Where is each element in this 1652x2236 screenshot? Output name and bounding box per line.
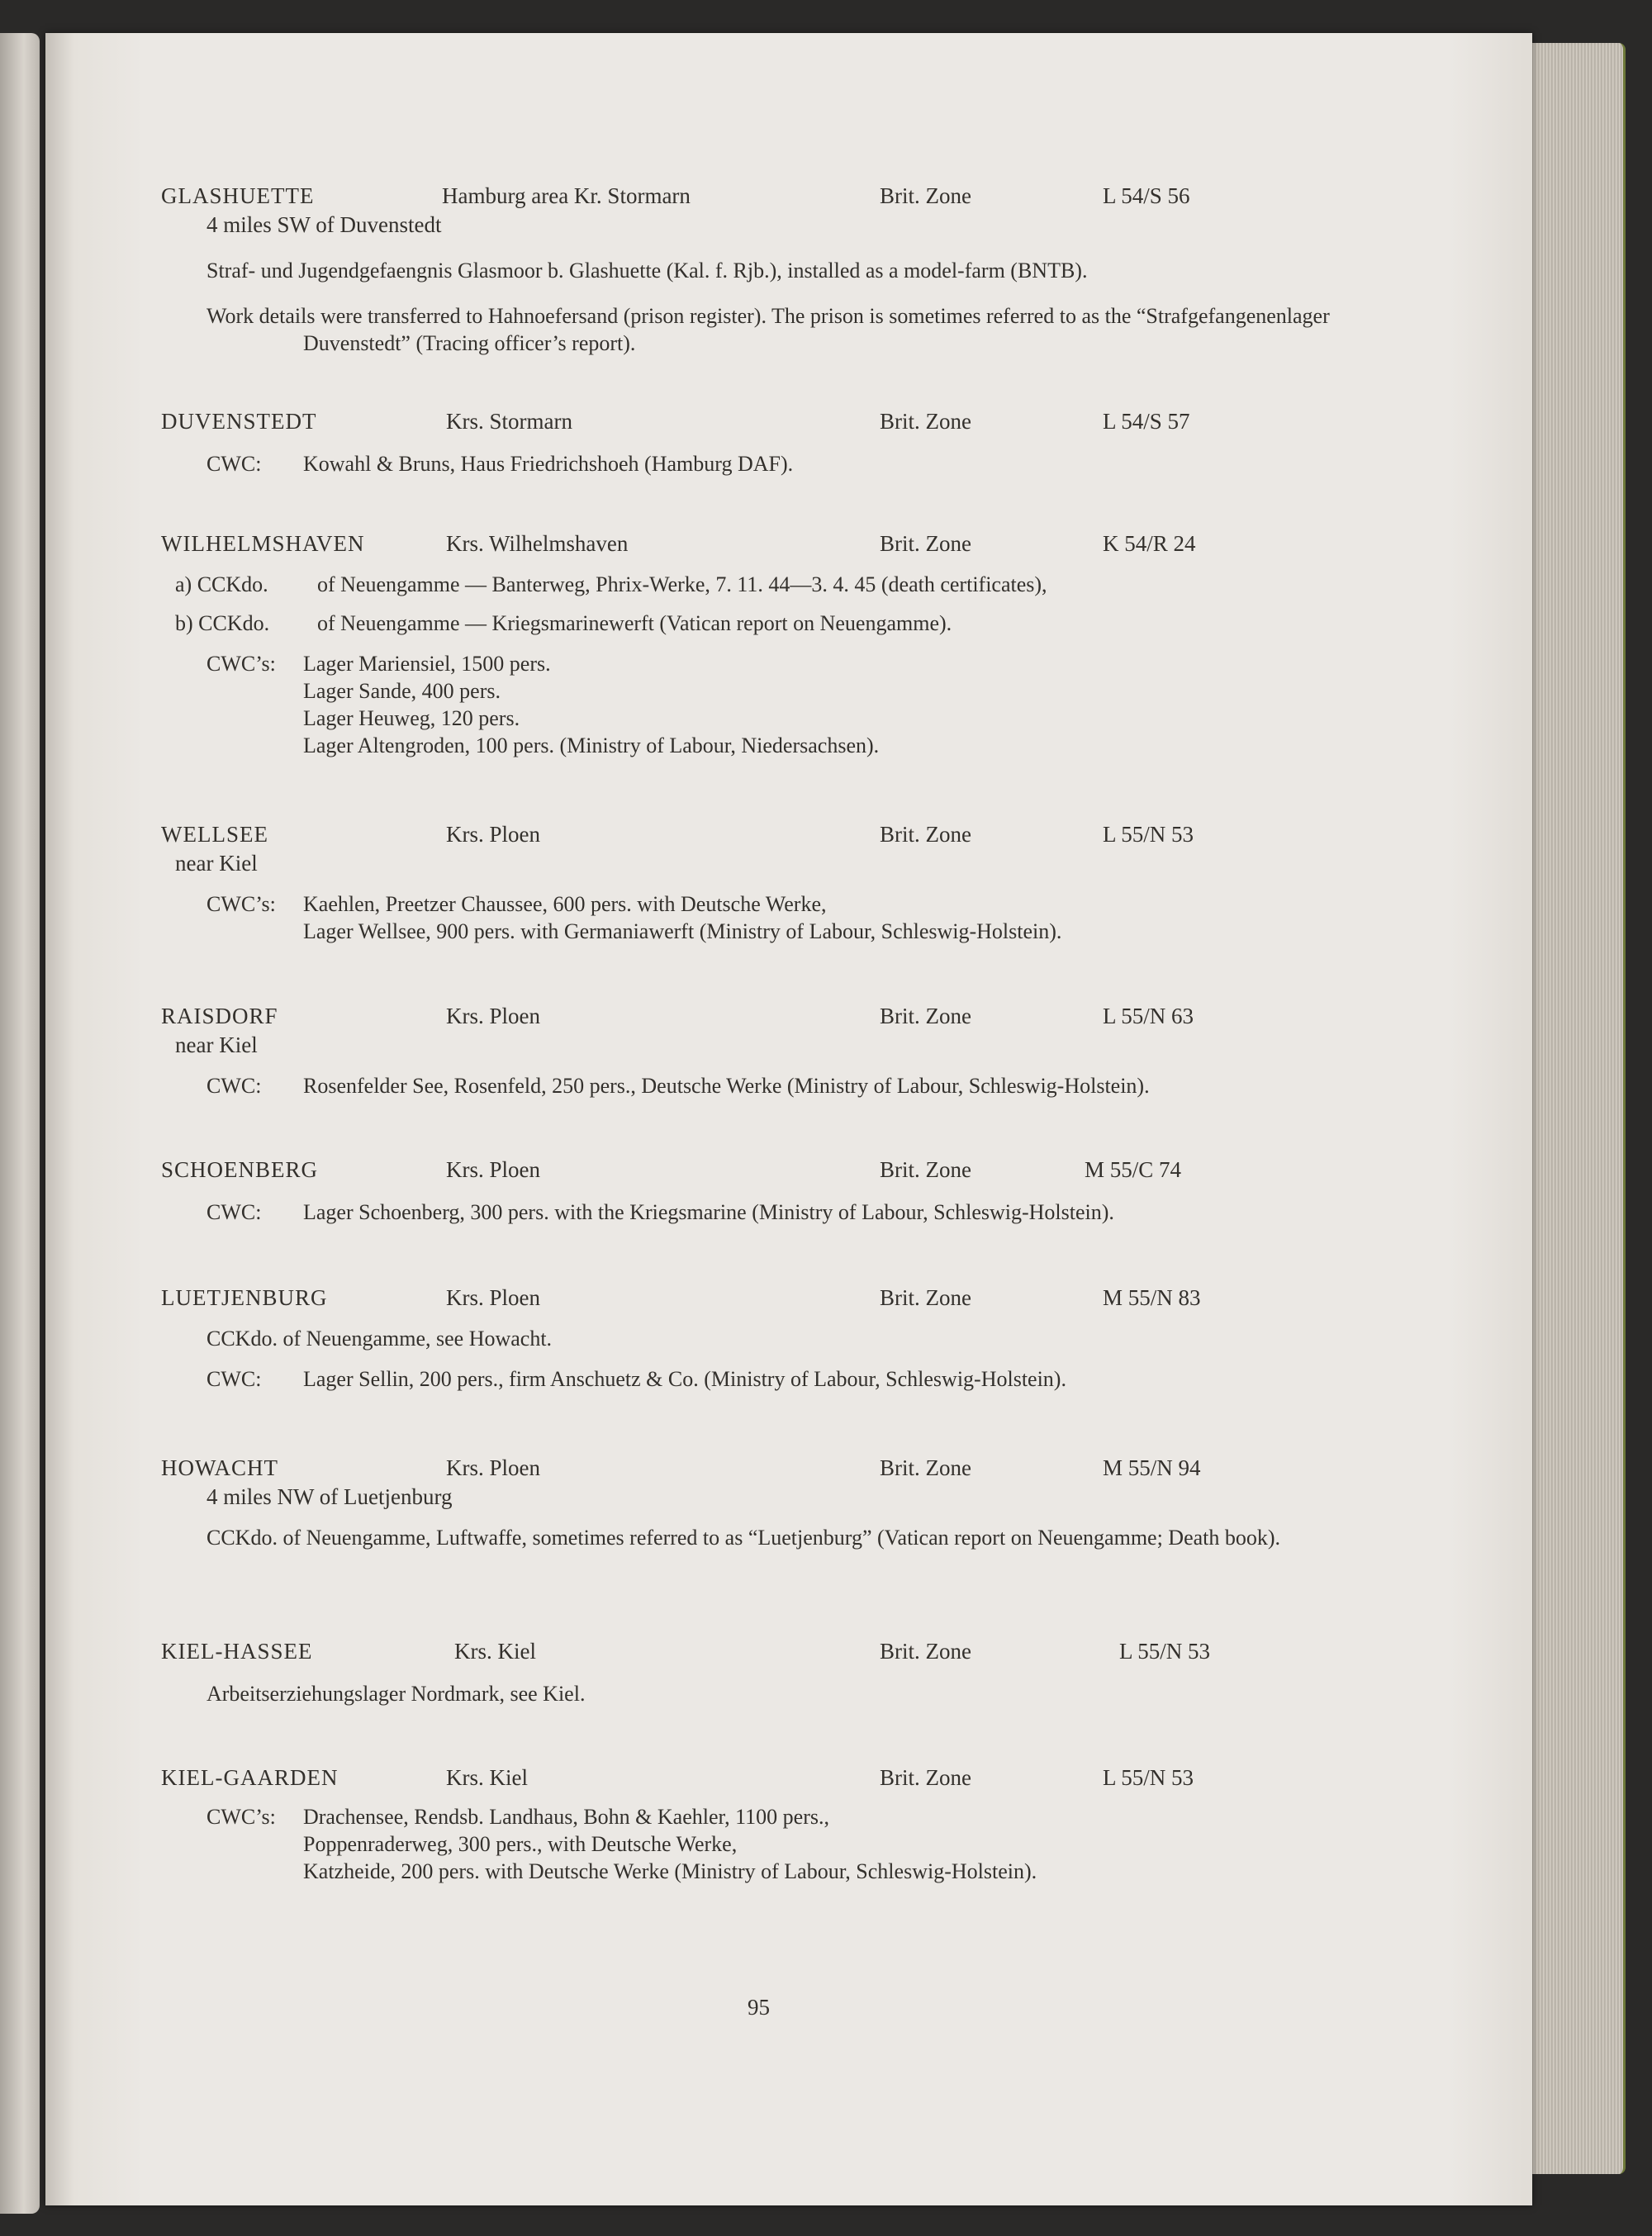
- entry-wellsee: [161, 822, 1367, 945]
- grid-reference: M 55/C 74: [1085, 1157, 1182, 1182]
- cwc-label: CWC’s:: [206, 1805, 276, 1829]
- place-name: KIEL-GAARDEN: [161, 1765, 339, 1790]
- grid-reference: L 55/N 53: [1119, 1639, 1210, 1664]
- grid-reference: L 55/N 63: [1103, 1004, 1194, 1028]
- zone: Brit. Zone: [880, 1285, 971, 1310]
- grid-reference: M 55/N 83: [1103, 1285, 1201, 1310]
- zone: Brit. Zone: [880, 1157, 971, 1182]
- cwc-line: Lager Schoenberg, 300 pers. with the Kriegsmarine (Ministry of Labour, Schleswig-Holstein).: [303, 1200, 1114, 1224]
- entry-kiel-gaarden: [161, 1765, 1367, 1885]
- place-name: KIEL-HASSEE: [161, 1639, 313, 1664]
- zone: Brit. Zone: [880, 1765, 971, 1790]
- cckdo-item: [161, 610, 1367, 637]
- grid-reference: M 55/N 94: [1103, 1455, 1201, 1480]
- place-name: WELLSEE: [161, 822, 268, 847]
- place-name: DUVENSTEDT: [161, 409, 317, 434]
- entry-header: [161, 1285, 1367, 1313]
- entry-header: [161, 1639, 1367, 1667]
- place-name: LUETJENBURG: [161, 1285, 328, 1310]
- cwc-line: Lager Sande, 400 pers.: [303, 679, 501, 703]
- cwc-label: CWC:: [206, 452, 262, 476]
- item-label: b) CCKdo.: [175, 611, 270, 635]
- cwc-label: CWC:: [206, 1367, 262, 1391]
- zone: Brit. Zone: [880, 1455, 971, 1480]
- grid-reference: L 54/S 56: [1103, 183, 1190, 208]
- entry-header: [161, 183, 1367, 211]
- entry-kiel-hassee: [161, 1639, 1367, 1707]
- entry-luetjenburg: [161, 1285, 1367, 1393]
- cwc-line: Lager Altengroden, 100 pers. (Ministry of Labour, Niedersachsen).: [303, 733, 880, 757]
- place-name: GLASHUETTE: [161, 183, 315, 208]
- description: Arbeitserziehungslager Nordmark, see Kiel.: [206, 1682, 586, 1706]
- zone: Brit. Zone: [880, 409, 971, 434]
- cwc-line: Kaehlen, Preetzer Chaussee, 600 pers. with Deutsche Werke,: [303, 892, 827, 916]
- entry-raisdorf: [161, 1004, 1367, 1099]
- entry-header: [161, 1004, 1367, 1032]
- cwc-line: Lager Mariensiel, 1500 pers.: [303, 652, 551, 676]
- cwc-line: Lager Sellin, 200 pers., firm Anschuetz & Co. (Ministry of Labour, Schleswig-Holstein).: [303, 1367, 1066, 1391]
- cwc-line: Rosenfelder See, Rosenfeld, 250 pers., Deutsche Werke (Ministry of Labour, Schleswig-Holstein).: [303, 1074, 1150, 1098]
- place-name: SCHOENBERG: [161, 1157, 319, 1182]
- grid-reference: L 55/N 53: [1103, 822, 1194, 847]
- grid-reference: L 55/N 53: [1103, 1765, 1194, 1790]
- description: CCKdo. of Neuengamme, Luftwaffe, sometimes referred to as “Luetjenburg” (Vatican report on Neuengamme; Death book).: [206, 1526, 1281, 1550]
- cwc-block: [161, 1803, 1367, 1885]
- district: Krs. Wilhelmshaven: [446, 531, 629, 556]
- place-name: RAISDORF: [161, 1004, 278, 1028]
- cwc-line: Katzheide, 200 pers. with Deutsche Werke (Ministry of Labour, Schleswig-Holstein).: [303, 1859, 1037, 1883]
- district: Krs. Ploen: [446, 1004, 540, 1028]
- zone: Brit. Zone: [880, 1004, 971, 1028]
- item-text: of Neuengamme — Banterweg, Phrix-Werke, 7. 11. 44—3. 4. 45 (death certificates),: [317, 572, 1047, 596]
- place-name: HOWACHT: [161, 1455, 278, 1480]
- entry-header: [161, 1157, 1367, 1185]
- location-note: near Kiel: [175, 1033, 258, 1057]
- item-text: of Neuengamme — Kriegsmarinewerft (Vatican report on Neuengamme).: [317, 611, 952, 635]
- cckdo-item: [161, 571, 1367, 598]
- zone: Brit. Zone: [880, 822, 971, 847]
- cwc-label: CWC’s:: [206, 892, 276, 916]
- description: CCKdo. of Neuengamme, see Howacht.: [206, 1327, 553, 1351]
- location-note: 4 miles NW of Luetjenburg: [206, 1484, 453, 1509]
- cwc-block: [161, 1199, 1367, 1226]
- description: Work details were transferred to Hahnoefersand (prison register). The prison is sometimes referred to as the “Strafgefangenenlager Duvenstedt” (Tracing officer’s report).: [206, 304, 1330, 355]
- zone: Brit. Zone: [880, 531, 971, 556]
- page-number: 95: [748, 1995, 770, 2020]
- district: Hamburg area Kr. Stormarn: [442, 183, 691, 208]
- cwc-line: Drachensee, Rendsb. Landhaus, Bohn & Kaehler, 1100 pers.,: [303, 1805, 829, 1829]
- entry-howacht: [161, 1455, 1367, 1551]
- cwc-line: Poppenraderweg, 300 pers., with Deutsche Werke,: [303, 1832, 738, 1856]
- cwc-line: Lager Wellsee, 900 pers. with Germaniawerft (Ministry of Labour, Schleswig-Holstein).: [303, 919, 1062, 943]
- district: Krs. Ploen: [446, 1285, 540, 1310]
- place-name: WILHELMSHAVEN: [161, 531, 365, 556]
- item-label: a) CCKdo.: [175, 572, 268, 596]
- grid-reference: K 54/R 24: [1103, 531, 1196, 556]
- entry-header: [161, 1455, 1367, 1484]
- cwc-line: Lager Heuweg, 120 pers.: [303, 706, 520, 730]
- district: Krs. Kiel: [454, 1639, 536, 1664]
- zone: Brit. Zone: [880, 183, 971, 208]
- cwc-block: [161, 450, 1367, 477]
- cwc-block: [161, 1365, 1367, 1393]
- district: Krs. Ploen: [446, 1455, 540, 1480]
- district: Krs. Kiel: [446, 1765, 528, 1790]
- entry-glashuette: [161, 183, 1367, 357]
- description: Straf- und Jugendgefaengnis Glasmoor b. Glashuette (Kal. f. Rjb.), installed as a model-farm (BNTB).: [206, 259, 1088, 282]
- cwc-block: [161, 650, 1367, 759]
- district: Krs. Ploen: [446, 822, 540, 847]
- cwc-block: [161, 1072, 1367, 1099]
- cwc-line: Kowahl & Bruns, Haus Friedrichshoeh (Hamburg DAF).: [303, 452, 794, 476]
- cwc-label: CWC:: [206, 1074, 262, 1098]
- cwc-label: CWC:: [206, 1200, 262, 1224]
- location-note: 4 miles SW of Duvenstedt: [206, 212, 442, 237]
- entry-schoenberg: [161, 1157, 1367, 1226]
- zone: Brit. Zone: [880, 1639, 971, 1664]
- cwc-block: [161, 890, 1367, 945]
- entry-header: [161, 531, 1367, 559]
- entry-header: [161, 409, 1367, 437]
- district: Krs. Stormarn: [446, 409, 572, 434]
- cwc-label: CWC’s:: [206, 652, 276, 676]
- district: Krs. Ploen: [446, 1157, 540, 1182]
- entry-header: [161, 1765, 1367, 1793]
- location-note: near Kiel: [175, 851, 258, 876]
- entry-wilhelmshaven: [161, 531, 1367, 759]
- entry-duvenstedt: [161, 409, 1367, 477]
- grid-reference: L 54/S 57: [1103, 409, 1190, 434]
- entry-header: [161, 822, 1367, 850]
